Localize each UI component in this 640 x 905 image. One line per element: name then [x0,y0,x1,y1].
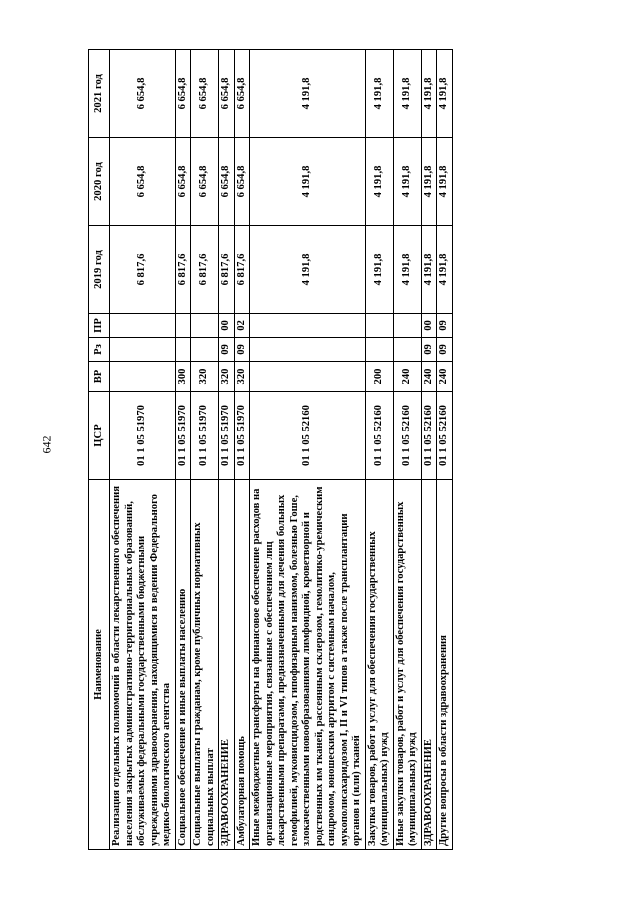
row-name: Социальные выплаты гражданам, кроме публичных нормативных социальных выплат [191,480,219,850]
row-2019: 4 191,8 [393,226,421,314]
row-pr: 00 [219,314,235,338]
header-2020: 2020 год [89,138,110,226]
row-vr: 240 [437,362,453,392]
table-row [191,50,219,850]
row-2019: 4 191,8 [365,226,393,314]
table-row [421,50,437,850]
row-2019: 6 817,6 [219,226,235,314]
row-pr [191,314,219,338]
table-row [219,50,235,850]
row-2021: 4 191,8 [421,50,437,138]
budget-table [88,49,453,850]
row-2019: 4 191,8 [437,226,453,314]
row-pr [365,314,393,338]
row-vr: 240 [421,362,437,392]
row-vr [110,362,176,392]
row-2021: 6 654,8 [191,50,219,138]
table-row [110,50,176,850]
header-vr: ВР [89,362,110,392]
row-rz [393,338,421,362]
row-vr [250,362,366,392]
row-vr: 320 [219,362,235,392]
budget-table-rotated [88,50,528,850]
row-2020: 6 654,8 [175,138,191,226]
row-pr [250,314,366,338]
row-2020: 4 191,8 [393,138,421,226]
row-2020: 6 654,8 [110,138,176,226]
row-2021: 4 191,8 [393,50,421,138]
row-2020: 4 191,8 [421,138,437,226]
table-row [437,50,453,850]
row-pr: 00 [421,314,437,338]
row-vr: 320 [191,362,219,392]
row-name: ЗДРАВООХРАНЕНИЕ [219,480,235,850]
row-name: Закупка товаров, работ и услуг для обеспечения государственных (муниципальных) нужд [365,480,393,850]
row-2021: 6 654,8 [234,50,250,138]
row-csr: 01 1 05 52160 [365,392,393,480]
row-2021: 4 191,8 [365,50,393,138]
header-rz: Рз [89,338,110,362]
row-rz [110,338,176,362]
row-2021: 4 191,8 [437,50,453,138]
row-2020: 6 654,8 [234,138,250,226]
row-2020: 6 654,8 [191,138,219,226]
row-2019: 6 817,6 [110,226,176,314]
row-pr: 09 [437,314,453,338]
row-2019: 6 817,6 [234,226,250,314]
page-number: 642 [39,435,54,454]
header-2019: 2019 год [89,226,110,314]
row-csr: 01 1 05 51970 [110,392,176,480]
row-csr: 01 1 05 51970 [191,392,219,480]
header-pr: ПР [89,314,110,338]
row-rz [365,338,393,362]
row-pr [110,314,176,338]
row-vr: 320 [234,362,250,392]
row-name: Реализация отдельных полномочий в области лекарственного обеспечения населения закрытых административно-территориальных образований, обслуживаемых федеральными государственными бюджетными учреждениями здравоохранения, находящимися в ведении Федерального медико-биологического агентства [110,480,176,850]
row-2021: 4 191,8 [250,50,366,138]
row-csr: 01 1 05 51970 [234,392,250,480]
row-2019: 6 817,6 [191,226,219,314]
row-2020: 6 654,8 [219,138,235,226]
table-header-row [89,50,110,850]
row-name: Другие вопросы в области здравоохранения [437,480,453,850]
table-row [365,50,393,850]
table-row [175,50,191,850]
row-vr: 300 [175,362,191,392]
row-2021: 6 654,8 [219,50,235,138]
row-2020: 4 191,8 [365,138,393,226]
row-pr [393,314,421,338]
row-2019: 4 191,8 [421,226,437,314]
table-row [393,50,421,850]
header-csr: ЦСР [89,392,110,480]
table-row [250,50,366,850]
row-rz [250,338,366,362]
row-2021: 6 654,8 [110,50,176,138]
row-csr: 01 1 05 52160 [421,392,437,480]
row-2019: 4 191,8 [250,226,366,314]
row-csr: 01 1 05 51970 [219,392,235,480]
row-rz: 09 [219,338,235,362]
row-name: Иные закупки товаров, работ и услуг для обеспечения государственных (муниципальных) нужд [393,480,421,850]
row-csr: 01 1 05 51970 [175,392,191,480]
row-pr [175,314,191,338]
row-2020: 4 191,8 [250,138,366,226]
header-name: Наименование [89,480,110,850]
row-2020: 4 191,8 [437,138,453,226]
row-csr: 01 1 05 52160 [250,392,366,480]
row-rz [191,338,219,362]
row-csr: 01 1 05 52160 [437,392,453,480]
row-name: Иные межбюджетные трансферты на финансовое обеспечение расходов на организационные мероприятия, связанные с обеспечением лиц лекарственными препаратами, предназначенными для лечения больных гемофилией, муковисцидозом, гипофизарным нанизмом, болезнью Гоше, злокачественными новообразованиями лимфоидной, кроветворной и родственных им тканей, рассеянным склерозом, гемолитико-уремическим синдромом, юношеским артритом с системным началом, мукополисахаридозом I, II и VI типов а также после трансплантации органов и (или) тканей [250,480,366,850]
row-2021: 6 654,8 [175,50,191,138]
header-2021: 2021 год [89,50,110,138]
row-2019: 6 817,6 [175,226,191,314]
row-vr: 200 [365,362,393,392]
table-row [234,50,250,850]
row-rz [175,338,191,362]
row-name: Социальное обеспечение и иные выплаты населению [175,480,191,850]
row-rz: 09 [234,338,250,362]
row-csr: 01 1 05 52160 [393,392,421,480]
row-name: Амбулаторная помощь [234,480,250,850]
row-rz: 09 [437,338,453,362]
row-vr: 240 [393,362,421,392]
row-pr: 02 [234,314,250,338]
row-rz: 09 [421,338,437,362]
row-name: ЗДРАВООХРАНЕНИЕ [421,480,437,850]
